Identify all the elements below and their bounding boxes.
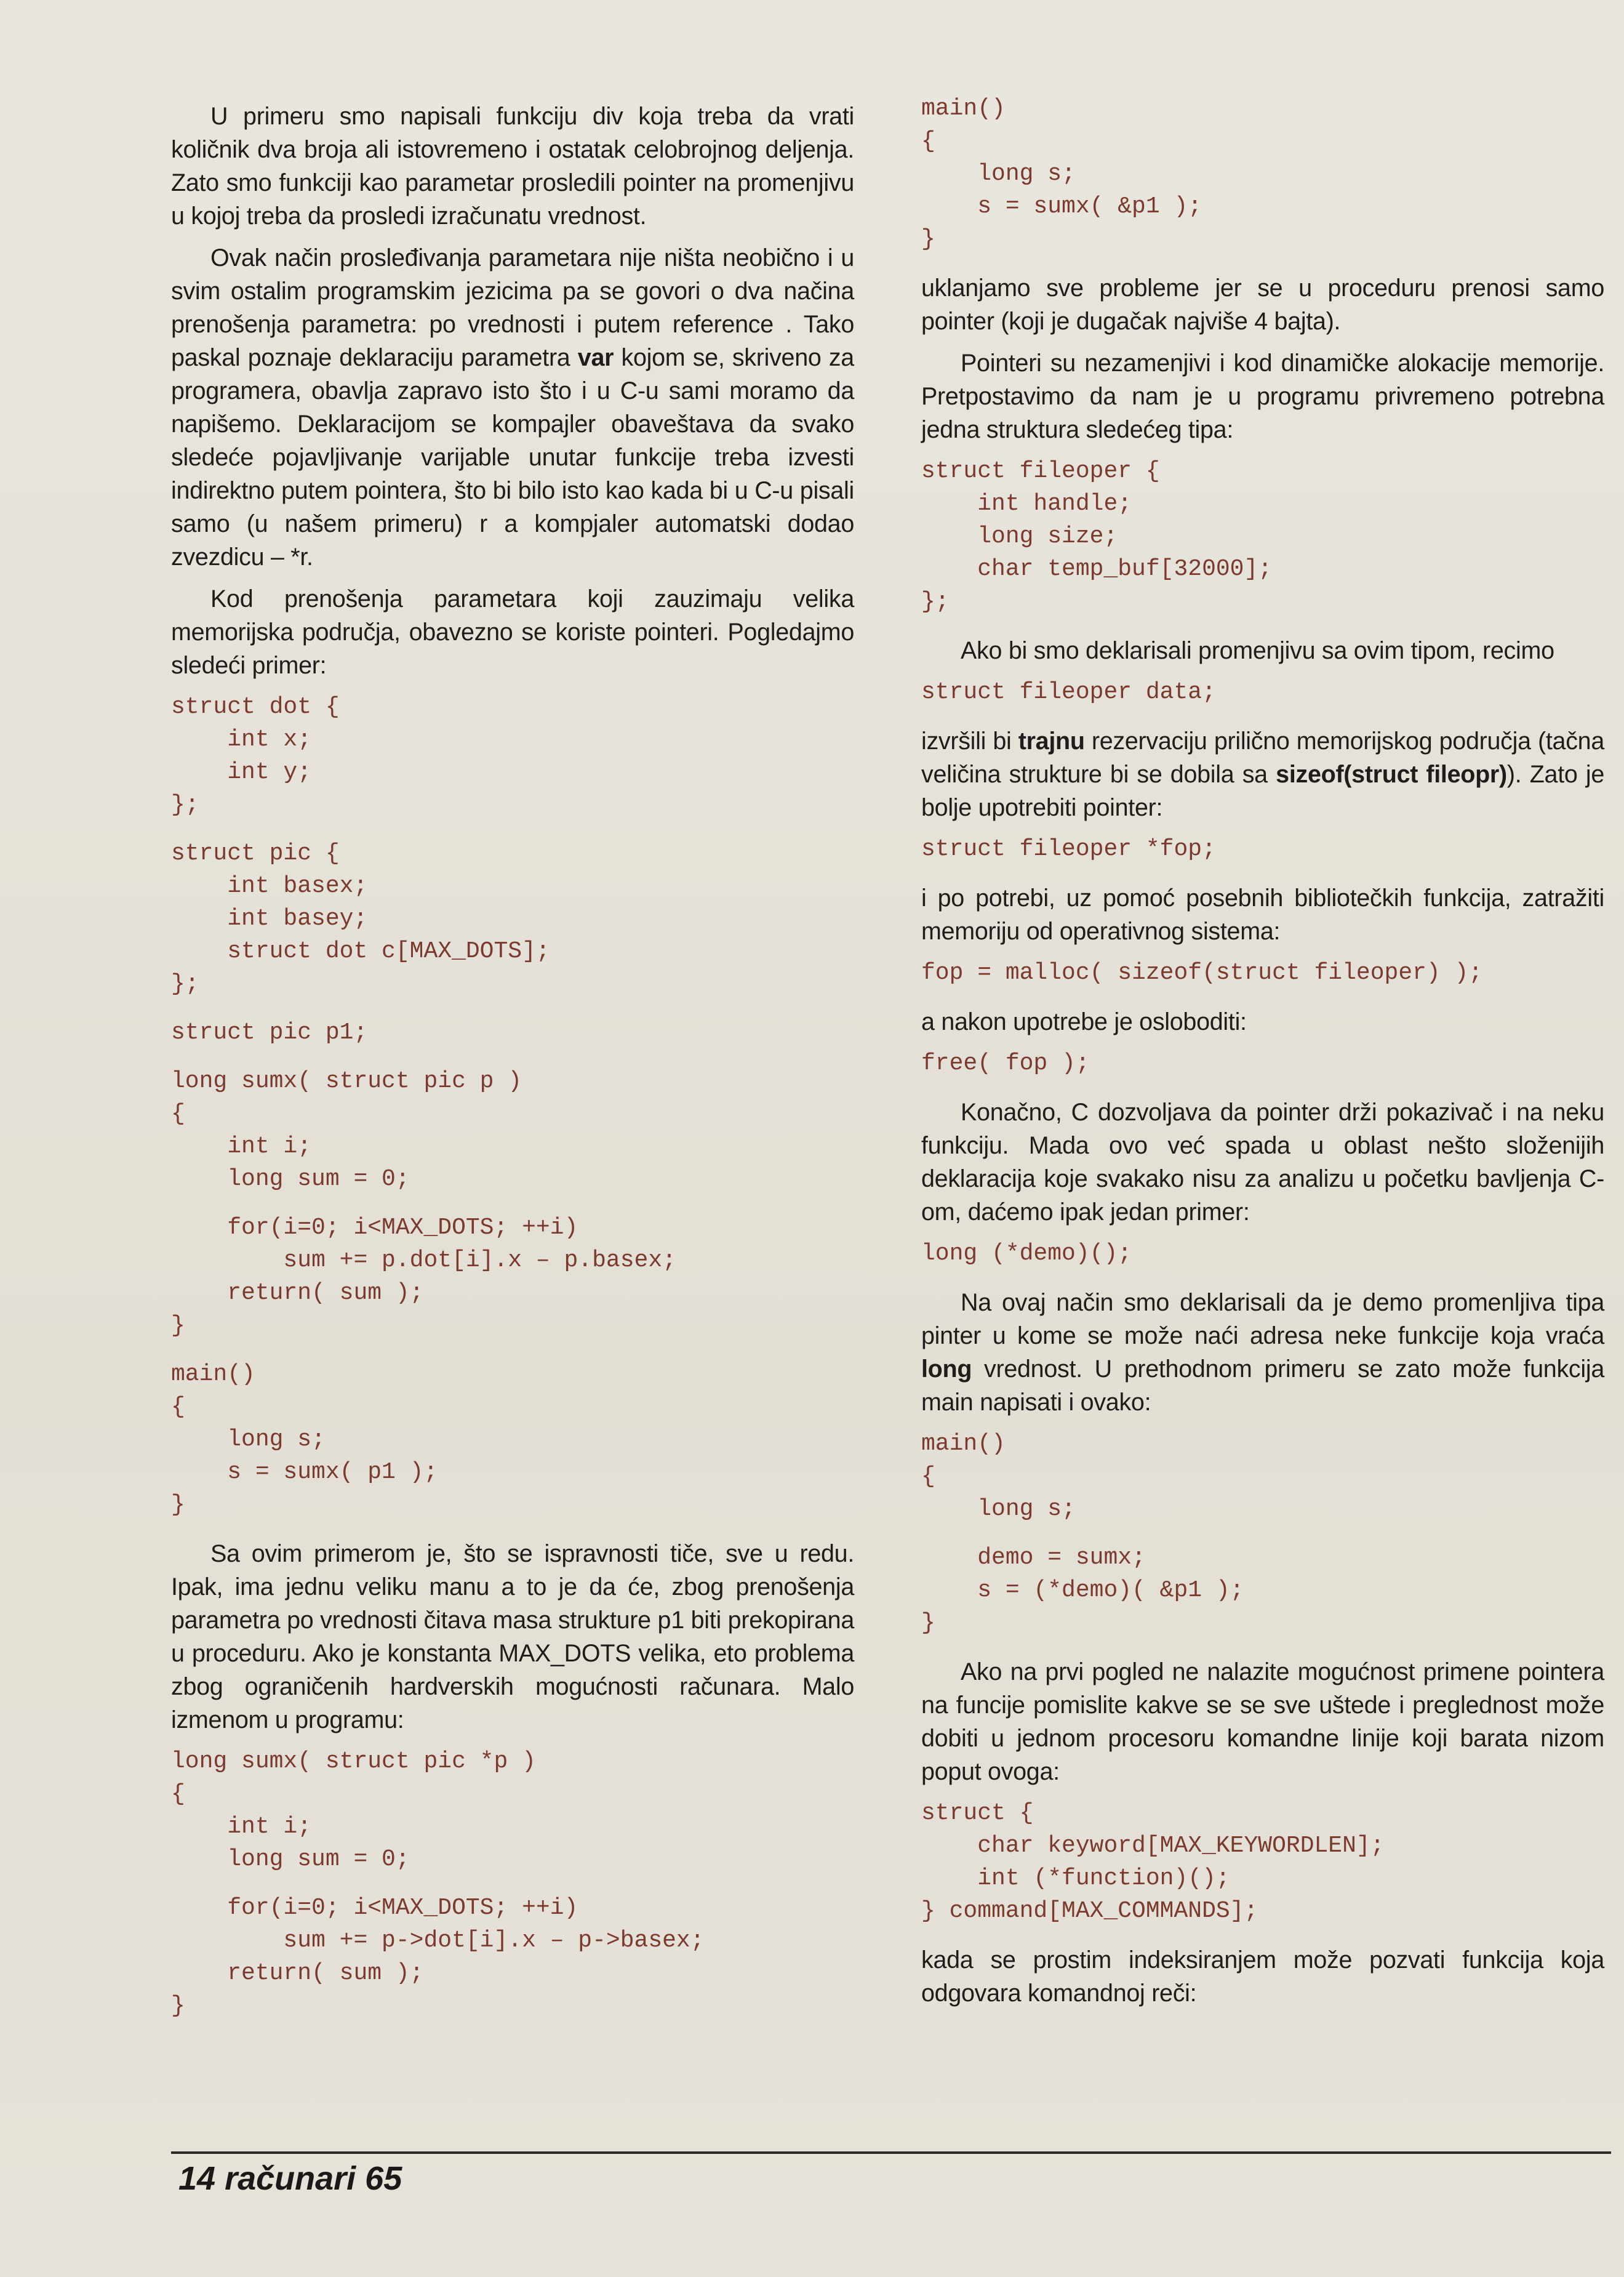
code-block <box>171 691 854 1521</box>
paragraph: Sa ovim primerom je, što se ispravnosti tiče, sve u redu. Ipak, ima jednu veliku manu a to je da će, zbog prenošenja parametra po vrednosti čitava masa strukture p1 biti prekopirana u proceduru. Ako je konstanta MAX_DOTS velika, eto problema zbog ograničenih hardverskih mogućnosti računara. Malo izmenom u programu: <box>171 1540 854 1733</box>
code-line: long sum = 0; <box>171 1846 410 1873</box>
bold-run: long <box>921 1355 972 1383</box>
code-line: } <box>921 226 935 252</box>
code-line: main() <box>921 1431 1006 1457</box>
code-gap <box>171 1876 854 1892</box>
paragraph: kada se prostim indeksiranjem može pozvati funkcija koja odgovara komandnoj reči: <box>921 1946 1604 2007</box>
code-block <box>171 1745 854 2022</box>
code-block <box>921 957 1604 989</box>
paragraph: Ako bi smo deklarisali promenjivu sa ovim tipom, recimo <box>961 637 1554 664</box>
code-block <box>921 1797 1604 1927</box>
text-run: izvršili bi <box>921 728 1018 755</box>
code-line: struct dot { <box>171 694 340 720</box>
code-gap <box>171 1000 854 1016</box>
code-line: }; <box>171 971 199 997</box>
code-line: struct fileoper { <box>921 458 1160 484</box>
code-line: sum += p->dot[i].x – p->basex; <box>171 1927 705 1954</box>
code-line: char keyword[MAX_KEYWORDLEN]; <box>921 1833 1385 1859</box>
paragraph: Kod prenošenja parametara koji zauzimaju velika memorijska područja, obavezno se koriste pointeri. Pogledajmo sledeći primer: <box>171 585 854 679</box>
code-line: } <box>171 1312 185 1339</box>
code-line: struct dot c[MAX_DOTS]; <box>171 938 550 965</box>
code-block <box>921 1237 1604 1270</box>
code-line: int basey; <box>171 906 368 932</box>
paragraph <box>921 725 1604 824</box>
code-line: } <box>171 1993 185 2019</box>
code-line: { <box>171 1781 185 1807</box>
left-column <box>171 100 854 2038</box>
keyword-var: var <box>577 344 614 371</box>
code-line: } <box>921 1610 935 1636</box>
code-line: char temp_buf[32000]; <box>921 556 1273 582</box>
code-line: { <box>171 1394 185 1420</box>
code-line: long s; <box>921 161 1076 187</box>
paragraph: Pointeri su nezamenjivi i kod dinamičke alokacije memorije. Pretpostavimo da nam je u programu privremeno potrebna jedna struktura sledećeg tipa: <box>921 350 1604 443</box>
code-block <box>921 1428 1604 1639</box>
paragraph: Konačno, C dozvoljava da pointer drži pokazivač i na neku funkciju. Mada ovo već spada u oblast nešto složenijih deklaracija koje svakako nisu za analizu u početku bavljenja C-om, daćemo ipak jedan primer: <box>921 1099 1604 1226</box>
code-line: struct { <box>921 1800 1034 1826</box>
right-column <box>921 92 1604 2018</box>
bold-run: trajnu <box>1018 728 1085 755</box>
code-line: int basex; <box>171 873 368 899</box>
footer-rule <box>171 2151 1611 2154</box>
code-line: long sumx( struct pic p ) <box>171 1068 522 1094</box>
paragraph: uklanjamo sve probleme jer se u proceduru prenosi samo pointer (koji je dugačak najviše 4 bajta). <box>921 275 1604 335</box>
code-line: int x; <box>171 726 312 753</box>
code-line: struct fileoper data; <box>921 679 1216 705</box>
code-line: s = (*demo)( &p1 ); <box>921 1577 1244 1604</box>
code-line: s = sumx( &p1 ); <box>921 193 1202 220</box>
text-run: rezervaciju prilično memorijskog područja (tačna veličina strukture bi se dobila sa <box>921 728 1604 788</box>
text-run: vrednost. U prethodnom primeru se zato može funkcija main napisati i ovako: <box>921 1355 1604 1416</box>
code-line: struct fileoper *fop; <box>921 836 1216 862</box>
code-block <box>921 1047 1604 1080</box>
code-line: long (*demo)(); <box>921 1240 1132 1267</box>
paragraph <box>171 241 854 574</box>
code-line: } <box>171 1492 185 1518</box>
code-line: int handle; <box>921 491 1132 517</box>
code-line: int i; <box>171 1133 312 1160</box>
code-line: long s; <box>171 1426 326 1453</box>
code-line: int y; <box>171 759 312 785</box>
code-line: long sumx( struct pic *p ) <box>171 1748 536 1775</box>
code-line: { <box>921 1463 935 1490</box>
code-line: { <box>921 128 935 155</box>
paragraph <box>921 1286 1604 1419</box>
code-line: } command[MAX_COMMANDS]; <box>921 1898 1258 1924</box>
code-line: struct pic p1; <box>171 1019 368 1046</box>
code-line: main() <box>921 95 1006 122</box>
bold-run: sizeof(struct fileopr) <box>1276 761 1507 788</box>
code-block <box>921 455 1604 618</box>
code-line: }; <box>921 588 950 615</box>
code-line: return( sum ); <box>171 1960 424 1986</box>
code-line: free( fop ); <box>921 1050 1090 1077</box>
code-block <box>921 92 1604 255</box>
code-line: int i; <box>171 1813 312 1840</box>
code-line: main() <box>171 1361 255 1387</box>
code-line: long s; <box>921 1496 1076 1522</box>
code-gap <box>171 1342 854 1358</box>
code-line: int (*function)(); <box>921 1865 1230 1892</box>
code-line: return( sum ); <box>171 1280 424 1306</box>
code-line: fop = malloc( sizeof(struct fileoper) ); <box>921 960 1483 986</box>
code-block <box>921 676 1604 709</box>
paragraph: a nakon upotrebe je osloboditi: <box>921 1008 1247 1035</box>
text-run: kojom se, skriveno za programera, obavlja zapravo isto što i u C-u sami moramo da napišemo. Deklaracijom se kompajler obaveštava da svako sledeće pojavljivanje varijable unutar funkcije treba izvesti indirektno putem pointera, što bi bilo isto kao kada bi u C-u pisali samo (u našem primeru) r a kompjaler automatski dodao zvezdicu – *r. <box>171 344 854 571</box>
paragraph: Ako na prvi pogled ne nalazite mogućnost primene pointera na funcije pomislite kakve se se sve uštede i preglednost može dobiti u jednom procesoru komandne linije koji barata nizom poput ovoga: <box>921 1658 1604 1785</box>
code-line: }; <box>171 792 199 818</box>
paragraph: i po potrebi, uz pomoć posebnih bibliotečkih funkcija, zatražiti memoriju od operativnog sistema: <box>921 885 1604 945</box>
code-block <box>921 833 1604 865</box>
code-line: s = sumx( p1 ); <box>171 1459 438 1485</box>
code-gap <box>171 1195 854 1211</box>
text-run: ). Zato je bolje upotrebiti pointer: <box>921 761 1604 821</box>
code-gap <box>171 821 854 837</box>
code-gap <box>921 1525 1604 1541</box>
code-line: for(i=0; i<MAX_DOTS; ++i) <box>171 1895 578 1921</box>
code-line: long sum = 0; <box>171 1166 410 1192</box>
page-folio: 14 računari 65 <box>178 2160 402 2197</box>
text-run: Ovak način prosleđivanja parametara nije ništa neobično i u svim ostalim programskim jezicima pa se govori o dva načina prenošenja parametra: po vrednosti i putem reference . Tako paskal poznaje deklaraciju parametra <box>171 244 854 371</box>
paragraph: U primeru smo napisali funkciju div koja treba da vrati količnik dva broja ali istovremeno i ostatak celobrojnog deljenja. Zato smo funkciji kao parametar prosledili pointer na promenjivu u kojoj treba da prosledi izračunatu vrednost. <box>171 103 854 230</box>
code-gap <box>171 1049 854 1065</box>
code-line: struct pic { <box>171 840 340 867</box>
code-line: { <box>171 1101 185 1127</box>
code-line: for(i=0; i<MAX_DOTS; ++i) <box>171 1215 578 1241</box>
code-line: demo = sumx; <box>921 1544 1146 1571</box>
code-line: sum += p.dot[i].x – p.basex; <box>171 1247 676 1274</box>
code-line: long size; <box>921 523 1118 550</box>
text-run: Na ovaj način smo deklarisali da je demo promenljiva tipa pinter u kome se može naći adresa neke funkcije koja vraća <box>921 1289 1604 1349</box>
